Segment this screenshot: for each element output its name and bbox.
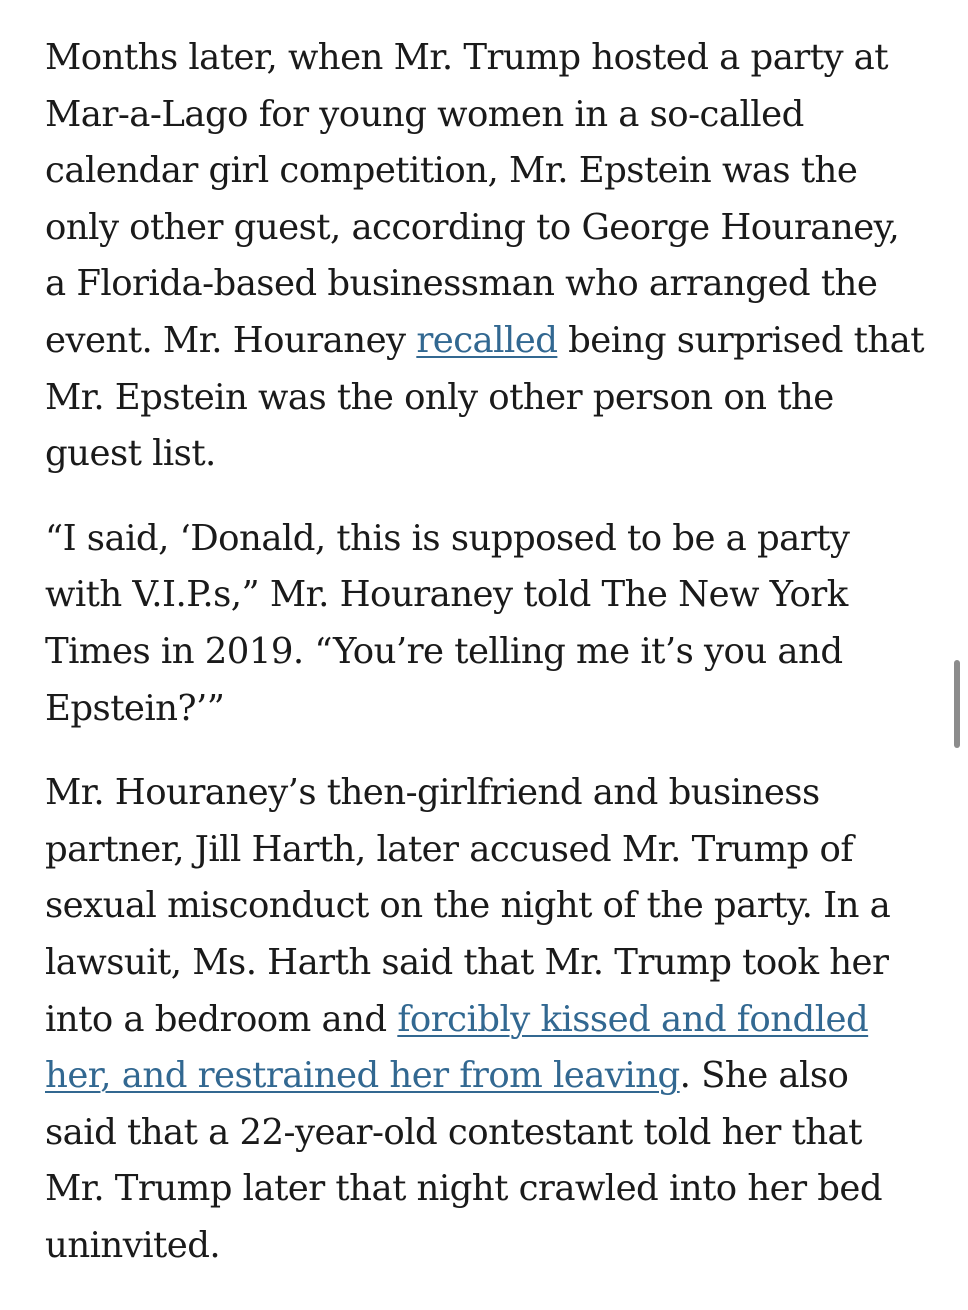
paragraph-3-text-before-link: Mr. Houraney’s then-girlfriend and business partner, Jill Harth, later accused Mr. Trump of sexual misconduct on the night of the party. In a lawsuit, Ms. Harth said that Mr. Trump took her into a bedroom and [45, 772, 891, 1040]
paragraph-1-text-after-link: being surprised that Mr. Epstein was the only other person on the guest list. [45, 319, 924, 475]
paragraph-jill-harth-lawsuit [45, 765, 925, 1274]
paragraph-2-text: “I said, ‘Donald, this is supposed to be a party with V.I.P.s,” Mr. Houraney told The New York Times in 2019. “You’re telling me it’s you and Epstein?’” [45, 517, 850, 729]
article-body [45, 30, 925, 1302]
paragraph-party-guest-list [45, 30, 925, 483]
scrollbar-thumb[interactable] [954, 660, 960, 748]
paragraph-houraney-quote [45, 511, 925, 737]
lawsuit-allegation-link[interactable]: forcibly kissed and fondled her, and restrained her from leaving [45, 998, 869, 1097]
paragraph-3-text-after-link: . She also said that a 22-year-old contestant told her that Mr. Trump later that night crawled into her bed uninvited. [45, 1055, 883, 1266]
recalled-link[interactable]: recalled [416, 319, 558, 361]
paragraph-1-text-before-link: Months later, when Mr. Trump hosted a party at Mar-a-Lago for young women in a so-called calendar girl competition, Mr. Epstein was the only other guest, according to George Houraney, a Florida-based businessman who arranged the event. Mr. Houraney [45, 37, 900, 361]
